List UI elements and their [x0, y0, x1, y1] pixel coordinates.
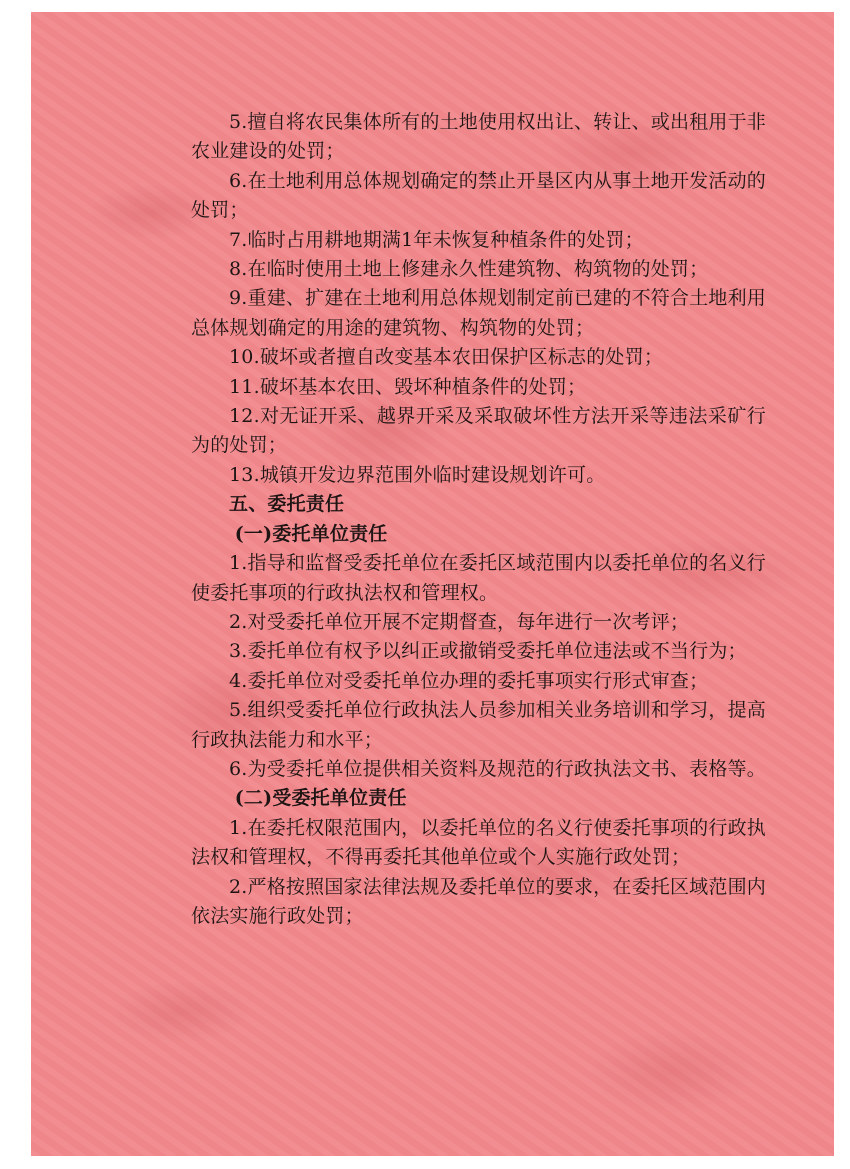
list-item: 1.指导和监督受委托单位在委托区域范围内以委托单位的名义行使委托事项的行政执法权和管理权。 [191, 552, 766, 604]
list-item: 6.在土地利用总体规划确定的禁止开垦区内从事土地开发活动的处罚； [191, 169, 766, 222]
list-item: 9.重建、扩建在土地利用总体规划制定前已建的不符合土地利用总体规划确定的用途的建筑物、构筑物的处罚； [191, 287, 766, 339]
list-item: 5.擅自将农民集体所有的土地使用权出让、转让、或出租用于非农业建设的处罚； [191, 111, 766, 163]
document-body [191, 108, 766, 931]
list-item: 2.严格按照国家法律法规及委托单位的要求，在委托区域范围内依法实施行政处罚； [191, 875, 766, 927]
list-item: 8.在临时使用土地上修建永久性建筑物、构筑物的处罚； [229, 258, 709, 281]
list-item: 7.临时占用耕地期满1年未恢复种植条件的处罚； [229, 228, 644, 251]
list-item: 11.破坏基本农田、毁坏种植条件的处罚； [229, 375, 587, 398]
list-item: 6.为受委托单位提供相关资料及规范的行政执法文书、表格等。 [229, 757, 766, 780]
document-page [31, 12, 834, 1156]
subsection-heading: (一)委托单位责任 [234, 522, 388, 545]
list-item: 4.委托单位对受委托单位办理的委托事项实行形式审查； [229, 669, 709, 692]
list-item: 1.在委托权限范围内，以委托单位的名义行使委托事项的行政执法权和管理权，不得再委托其他单位或个人实施行政处罚； [191, 816, 766, 869]
list-item: 3.委托单位有权予以纠正或撤销受委托单位违法或不当行为； [229, 640, 747, 663]
list-item: 12.对无证开采、越界开采及采取破坏性方法开采等违法采矿行为的处罚； [191, 405, 766, 457]
section-heading: 五、委托责任 [229, 493, 345, 516]
list-item: 2.对受委托单位开展不定期督查，每年进行一次考评； [229, 610, 690, 633]
list-item: 5.组织受委托单位行政执法人员参加相关业务培训和学习，提高行政执法能力和水平； [191, 699, 766, 751]
list-item: 10.破坏或者擅自改变基本农田保护区标志的处罚； [229, 346, 664, 369]
list-item: 13.城镇开发边界范围外临时建设规划许可。 [229, 463, 606, 486]
subsection-heading: (二)受委托单位责任 [234, 787, 407, 810]
